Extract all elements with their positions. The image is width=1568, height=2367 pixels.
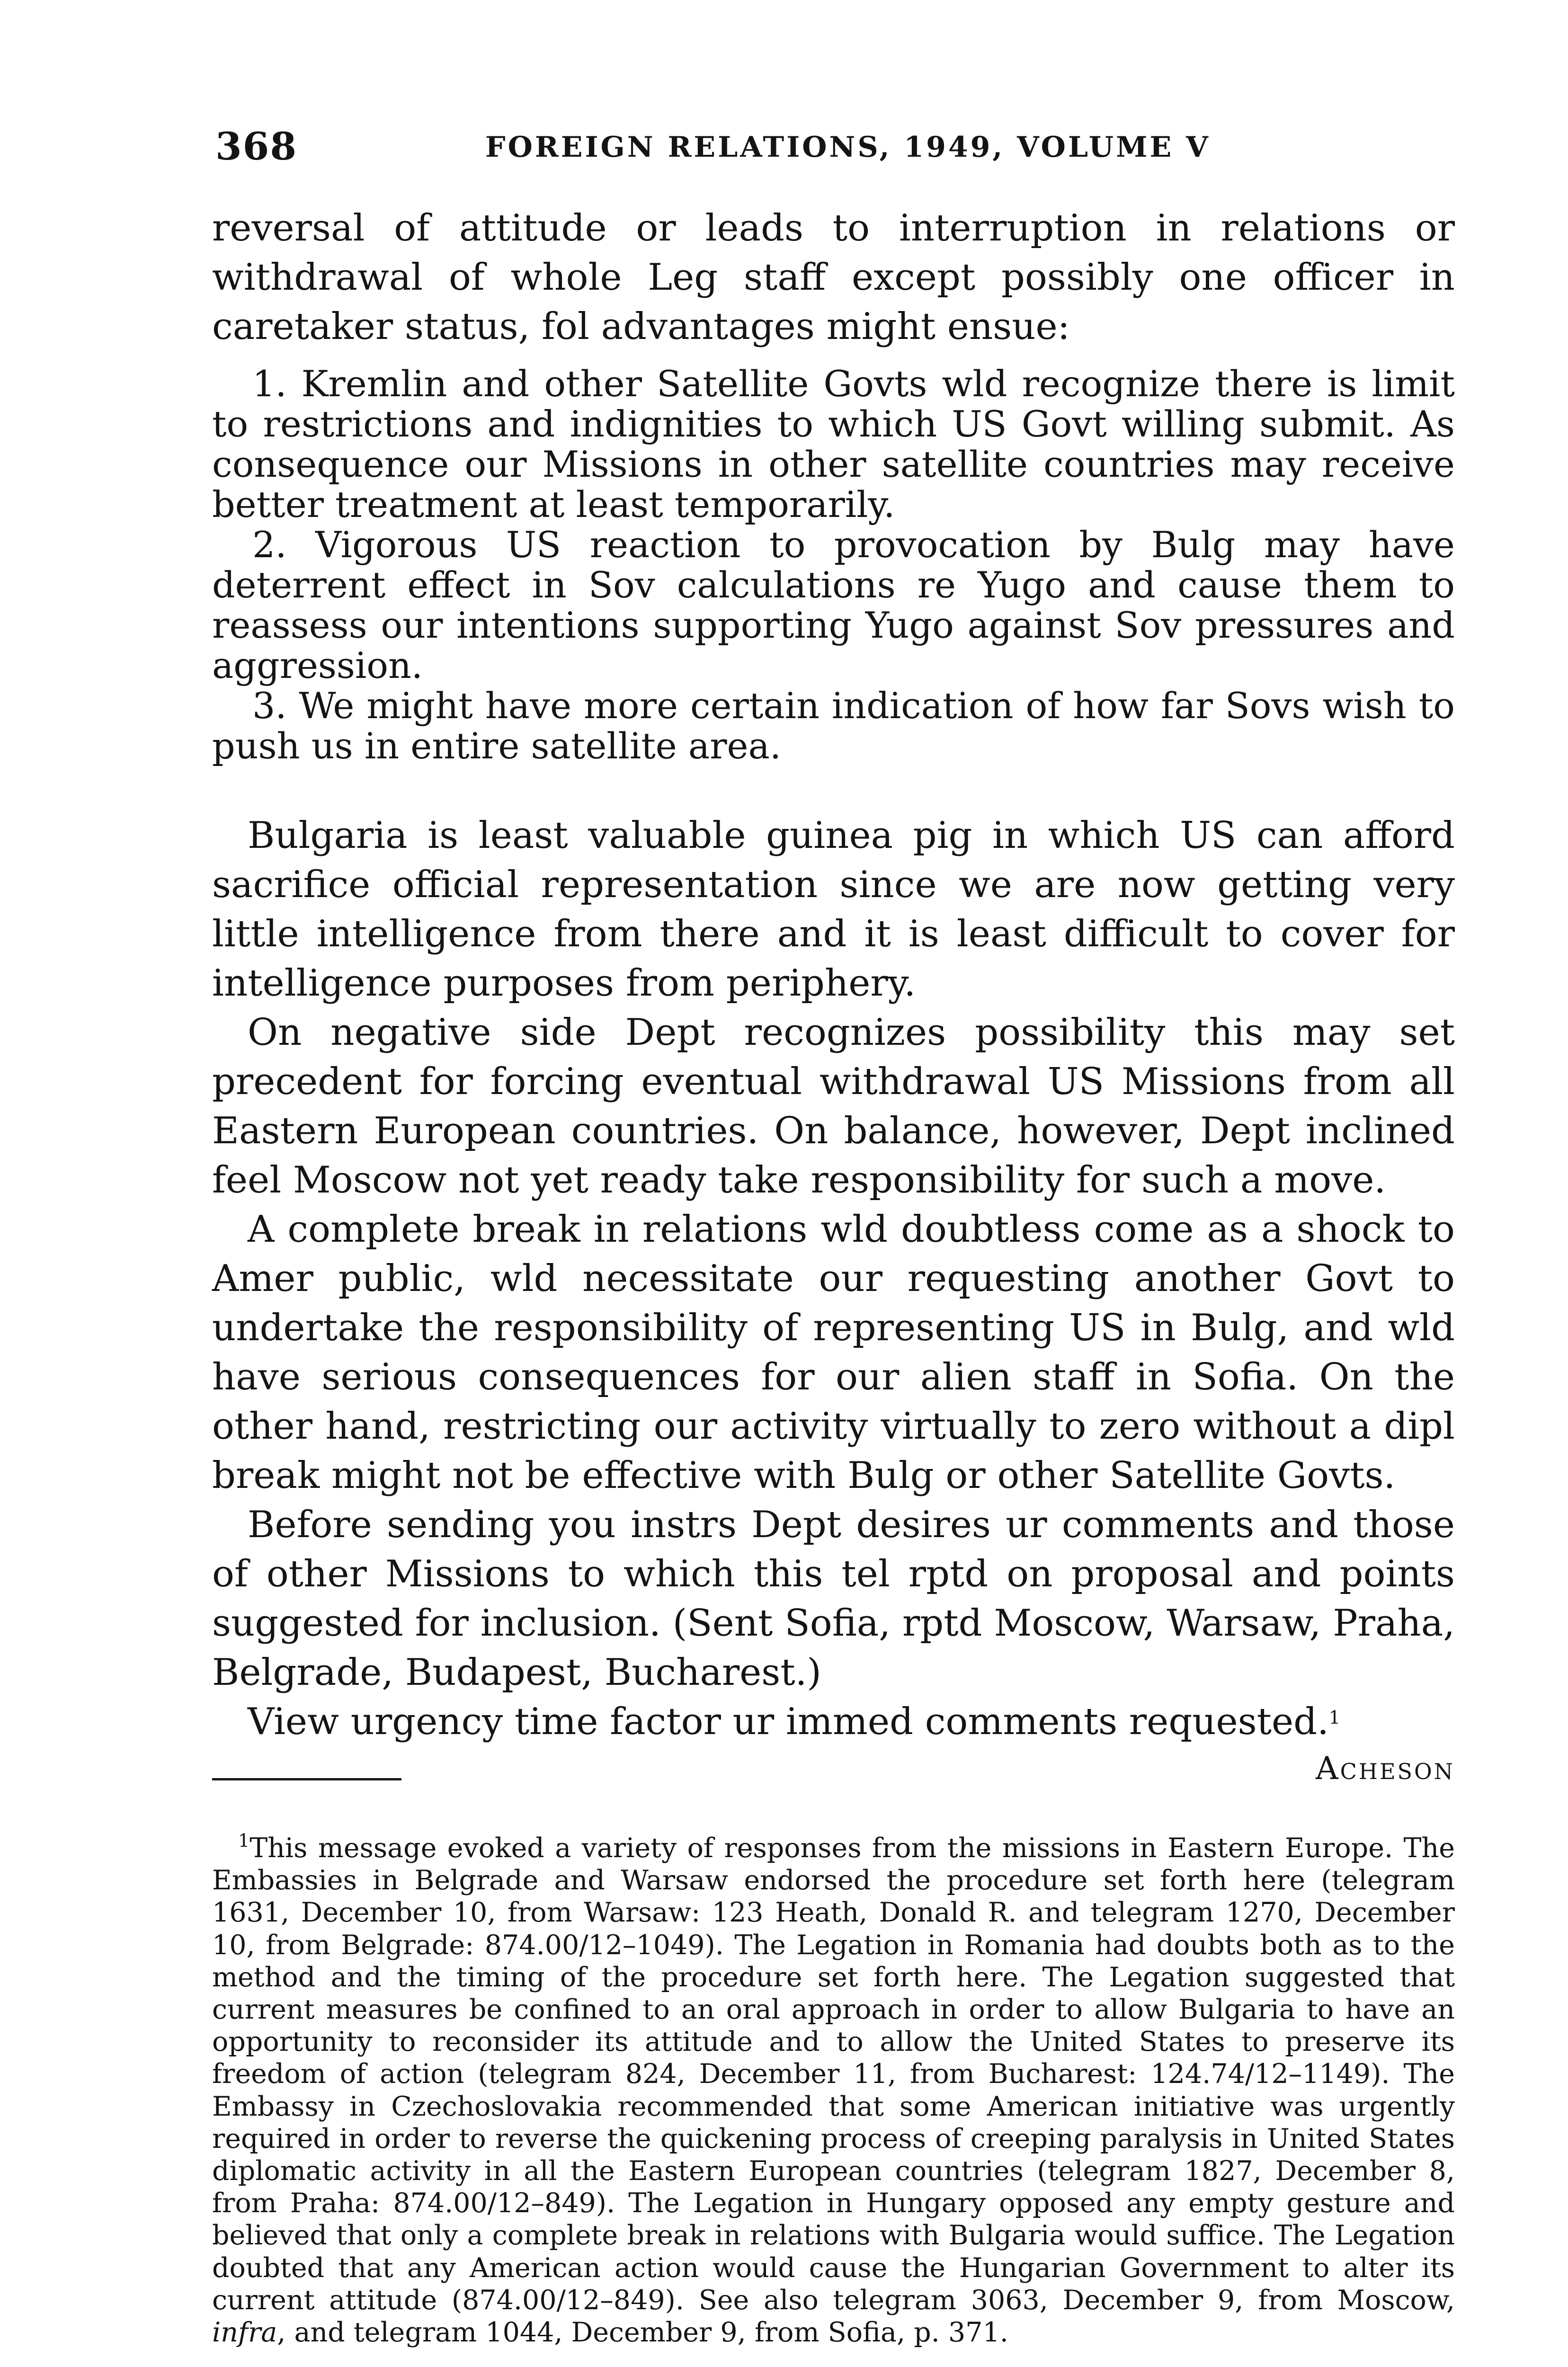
footnote-marker: 1 (238, 1830, 250, 1851)
footnote-reference: 1 (1328, 1707, 1341, 1728)
list-item-2: 2. Vigorous US reaction to provocation by Bulg may have deterrent effect in Sov calculations re Yugo and cause them to reassess our intentions supporting Yugo against Sov pressures and aggression. (212, 524, 1455, 686)
list-item-3: 3. We might have more certain indication of how far Sovs wish to push us in entire satellite area. (212, 685, 1455, 767)
running-header (215, 124, 1456, 171)
running-title: FOREIGN RELATIONS, 1949, VOLUME V (485, 131, 1211, 164)
footnote-italic-infra: infra (212, 2317, 277, 2349)
footnote (212, 1832, 1455, 2349)
footnote-divider (212, 1778, 401, 1780)
closing-text: View urgency time factor ur immed comments requested. (248, 1700, 1329, 1743)
paragraph-negative-side: On negative side Dept recognizes possibility this may set precedent for forcing eventual withdrawal US Missions from all Eastern European countries. On balance, however, Dept inclined feel Moscow not yet ready take responsibility for such a move. (212, 1011, 1455, 1201)
paragraph-bulgaria: Bulgaria is least valuable guinea pig in which US can afford sacrifice official representation since we are now getting very little intelligence from there and it is least difficult to cover for intelligence purposes from periphery. (212, 814, 1455, 1005)
paragraph-complete-break: A complete break in relations wld doubtless come as a shock to Amer public, wld necessitate our requesting another Govt to undertake the responsibility of representing US in Bulg, and wld have serious consequences for our alien staff in Sofia. On the other hand, restricting our activity virtually to zero without a dipl break might not be effective with Bulg or other Satellite Govts. (212, 1208, 1455, 1497)
footnote-text-end: , and telegram 1044, December 9, from Sofia, p. 371. (277, 2317, 1008, 2349)
closing-paragraph (212, 1697, 1455, 1746)
signature: Acheson (1315, 1750, 1455, 1787)
footnote-text: This message evoked a variety of responses from the missions in Eastern Europe. The Embassies in Belgrade and Warsaw endorsed the procedure set forth here (telegram 1631, December 10, from Warsaw: 123 Heath, Donald R. and telegram 1270, December 10, from Belgrade: 874.00/12–1049). The Legation in Romania had doubts both as to the method and the timing of the procedure set forth here. The Legation suggested that current measures be confined to an oral approach in order to allow Bulgaria to have an opportunity to reconsider its attitude and to allow the United States to preserve its freedom of action (telegram 824, December 11, from Bucharest: 124.74/12–1149). The Embassy in Czechoslovakia recommended that some American initiative was urgently required in order to reverse the quickening process of creeping paralysis in United States diplomatic activity in all the Eastern European countries (telegram 1827, December 8, from Praha: 874.00/12–849). The Legation in Hungary opposed any empty gesture and believed that only a complete break in relations with Bulgaria would suffice. The Legation doubted that any American action would cause the Hungarian Government to alter its current attitude (874.00/12–849). See also telegram 3063, December 9, from Moscow, (212, 1833, 1455, 2316)
main-text (212, 204, 1455, 1789)
paragraph-before-sending: Before sending you instrs Dept desires ur comments and those of other Missions to which this tel rptd on proposal and points suggested for inclusion. (Sent Sofia, rptd Moscow, Warsaw, Praha, Belgrade, Budapest, Bucharest.) (212, 1504, 1455, 1694)
page-number: 368 (215, 124, 297, 169)
opening-paragraph: reversal of attitude or leads to interruption in relations or withdrawal of whole Leg staff except possibly one officer in caretaker status, fol advantages might ensue: (212, 207, 1455, 348)
advantages-list (212, 364, 1455, 766)
list-item-1: 1. Kremlin and other Satellite Govts wld recognize there is limit to restrictions and indignities to which US Govt willing submit. As consequence our Missions in other satellite countries may receive better treatment at least temporarily. (212, 363, 1455, 525)
